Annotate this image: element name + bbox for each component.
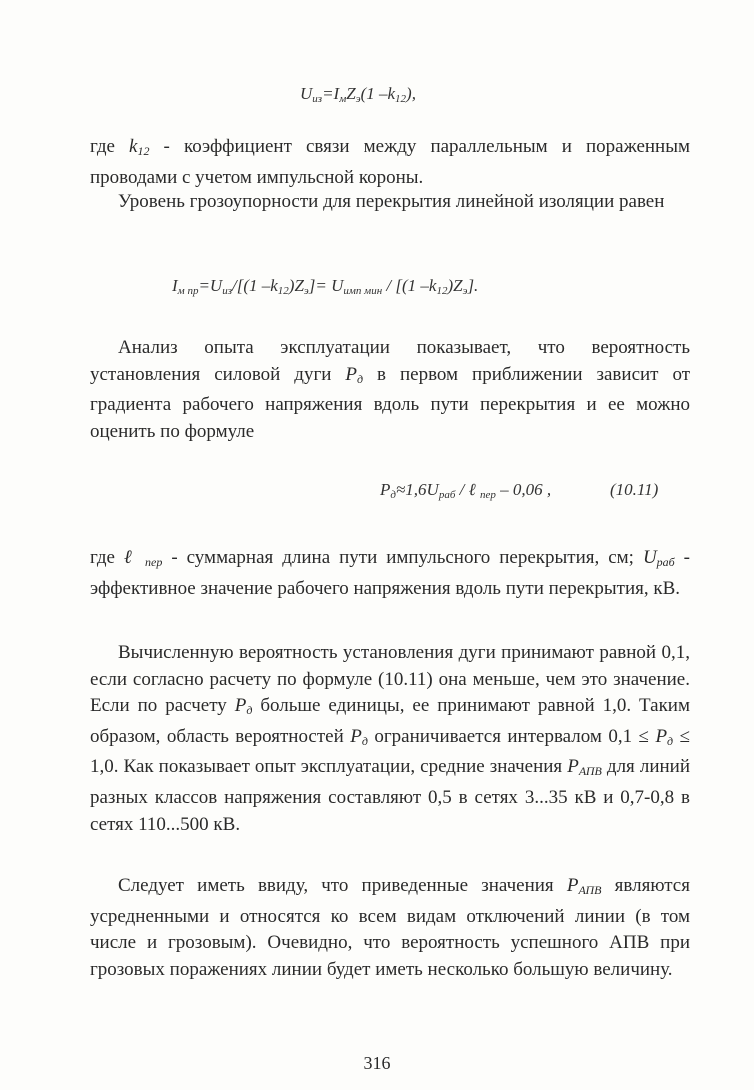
formula-i-m-pr: $I_{м пр}=U_{из}/[(1$ $-k_{12})Z_э]= U_{имп мин} / [(1$ $-k_{12})Z_э$]. (172, 276, 479, 297)
paragraph-probability-range: Вычисленную вероятность установления дуги принимают равной 0,1, если согласно расчету по формуле (10.11) она меньше, чем это значение. Если по расчету $P_д$ больше единицы, ее принимают равной 1,0. Таким образом, область вероятностей $P_д$ ограничивается интервалом $0,1 \le P_д \le 1,0$. Как показывает опыт эксплуатации, средние значения $P_{АПВ}$ для линий разных классов напряжения составляют 0,5 в сетях 3...35 кВ и 0,7-0,8 в сетях 110...500 кВ. (90, 642, 690, 835)
page-number: 316 (363, 1053, 391, 1073)
paragraph-arc-probability: Анализ опыта эксплуатации показывает, что вероятность установления силовой дуги $P_д$ в первом приближении зависит от градиента рабочего напряжения вдоль пути перекрытия и ее можно оценить по формуле (90, 337, 690, 442)
paragraph-apv-note: Следует иметь ввиду, что приведенные значения $P_{АПВ}$ являются усредненными и относятся ко всем видам отключений линии (в том числе и грозовым). Очевидно, что вероятность успешного АПВ при грозовых поражениях линии будет иметь несколько большую величину. (90, 875, 690, 980)
equation-number: (10.11) (610, 480, 659, 499)
paragraph-lightning-resistance: Уровень грозоупорности для перекрытия линейной изоляции равен (118, 191, 665, 212)
paragraph-k12-definition: где $k_{12}$ - коэффициент связи между параллельным и пораженным проводами с учетом импульсной короны. (90, 136, 690, 188)
formula-p-d: $P_д\approx 1,6U_{раб}$ / ℓ $_{пер}$ – 0,06 , (380, 480, 552, 501)
paragraph-symbols-definition: где ℓ $_{пер}$ - суммарная длина пути импульсного перекрытия, см; $U_{раб}$ - эффективное значение рабочего напряжения вдоль пути перекрытия, кВ. (90, 547, 691, 599)
formula-u-iz: $U_{из}=I_мZ_э(1$ $-k_{12}$), (300, 84, 416, 105)
